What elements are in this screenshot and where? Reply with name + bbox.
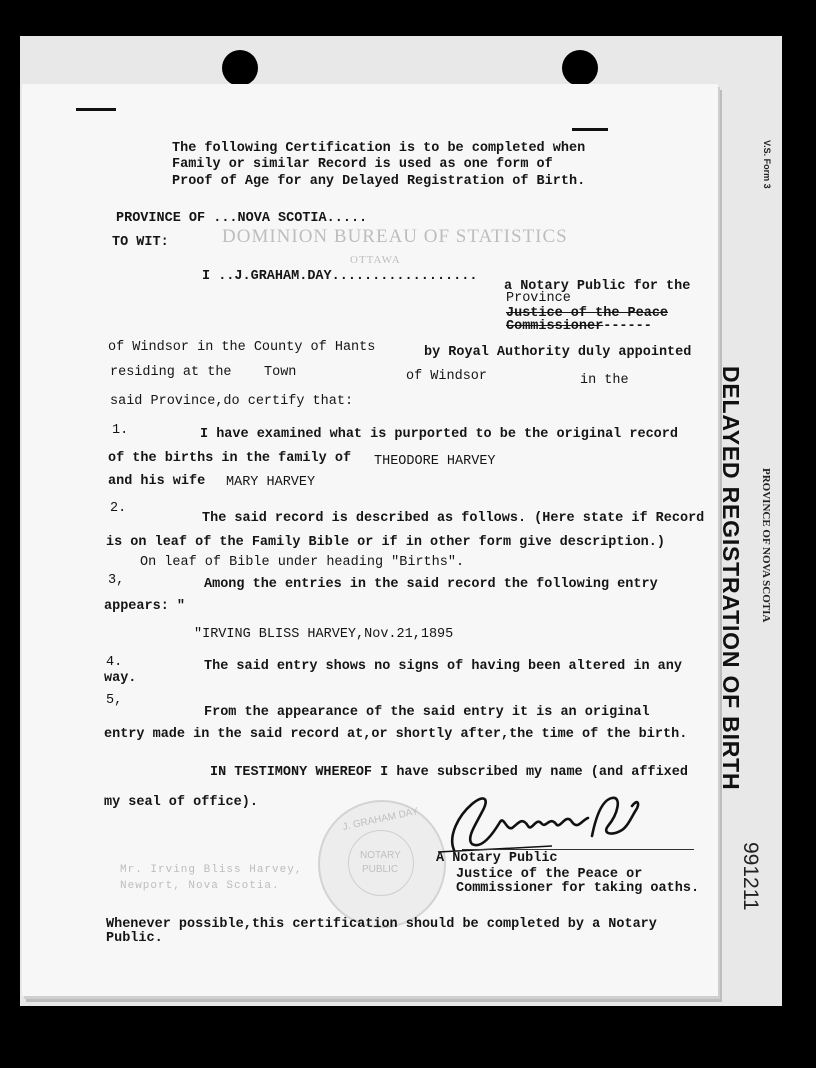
certify-line: said Province,do certify that: xyxy=(110,394,354,409)
residence-place: of Windsor xyxy=(406,369,488,384)
item-5-line-2: entry made in the said record at,or shortly after,the time of the birth. xyxy=(104,727,688,742)
mother-name: MARY HARVEY xyxy=(226,475,316,490)
province-vertical: PROVINCE OF NOVA SCOTIA xyxy=(760,468,772,623)
residence-label: residing at the xyxy=(110,365,232,380)
item-2-line-2: is on leaf of the Family Bible or if in other form give description.) xyxy=(106,535,665,550)
seal-inner-ring xyxy=(348,830,414,896)
binder-hole-left xyxy=(222,50,258,86)
binder-hole-right xyxy=(562,50,598,86)
ghost-address-1: Mr. Irving Bliss Harvey, xyxy=(120,864,303,876)
header-line-1: The following Certification is to be completed when xyxy=(172,141,586,156)
province-line: PROVINCE OF ...NOVA SCOTIA..... xyxy=(116,211,368,226)
notary-signature xyxy=(432,786,664,858)
to-wit: TO WIT: xyxy=(112,235,169,250)
item-4-number: 4. xyxy=(106,655,123,670)
item-3-line-2: appears: " xyxy=(104,599,186,614)
residence-county: of Windsor in the County of Hants xyxy=(108,340,376,355)
item-4-line-2: way. xyxy=(104,671,137,686)
birth-entry: "IRVING BLISS HARVEY,Nov.21,1895 xyxy=(194,627,454,642)
notary-seal-embossed xyxy=(318,800,446,928)
residence-town: Town xyxy=(264,365,297,380)
item-2-number: 2. xyxy=(110,501,127,516)
item-3-line-1: Among the entries in the said record the following entry xyxy=(204,577,658,592)
role-notary-public: a Notary Public for the xyxy=(504,279,691,294)
ghost-address-2: Newport, Nova Scotia. xyxy=(120,880,280,892)
role-commissioner-tail: ------ xyxy=(603,319,652,334)
signatory-line-3: Commissioner for taking oaths. xyxy=(456,881,700,896)
declarant-line: I ..J.GRAHAM.DAY.................. xyxy=(202,269,478,284)
header-line-2: Family or similar Record is used as one form of xyxy=(172,157,553,172)
ghost-bureau-heading: DOMINION BUREAU OF STATISTICS xyxy=(222,226,568,247)
signatory-line-1: A Notary Public xyxy=(436,851,558,866)
punch-mark-right xyxy=(572,128,608,131)
residence-in-the: in the xyxy=(580,373,629,388)
role-province: Province xyxy=(506,291,571,306)
seal-center-text-1: NOTARY xyxy=(360,850,401,861)
seal-center-text-2: PUBLIC xyxy=(362,864,399,875)
delayed-registration-title: DELAYED REGISTRATION OF BIRTH xyxy=(718,366,744,791)
item-3-number: 3, xyxy=(108,573,125,588)
father-name: THEODORE HARVEY xyxy=(374,454,496,469)
testimony-line-1: IN TESTIMONY WHEREOF I have subscribed my name (and affixed xyxy=(210,765,688,780)
footer-line-1: Whenever possible,this certification should be completed by a Notary xyxy=(106,917,657,932)
item-5-line-1: From the appearance of the said entry it is an original xyxy=(204,705,650,720)
residence-authority: by Royal Authority duly appointed xyxy=(424,345,692,360)
item-1-number: 1. xyxy=(112,423,129,438)
item-4-line-1: The said entry shows no signs of having been altered in any xyxy=(204,659,682,674)
punch-mark-left xyxy=(76,108,116,111)
signatory-line-2: Justice of the Peace or xyxy=(456,867,643,882)
seal-ring-text: J. GRAHAM DAY xyxy=(341,806,420,833)
item-5-number: 5, xyxy=(106,693,123,708)
item-1-line-2: of the births in the family of xyxy=(108,451,352,466)
registration-number: 991211 xyxy=(739,842,762,911)
item-1-line-1: I have examined what is purported to be the original record xyxy=(200,427,678,442)
testimony-line-2: my seal of office). xyxy=(104,795,258,810)
ghost-city: OTTAWA xyxy=(350,254,401,266)
header-line-3: Proof of Age for any Delayed Registration of Birth. xyxy=(172,174,586,189)
signature-rule xyxy=(462,849,694,850)
role-justice-struck: Justice of the Peace xyxy=(506,306,669,321)
item-1-line-3: and his wife xyxy=(108,474,206,489)
role-commissioner-line xyxy=(506,320,652,334)
item-2-line-1: The said record is described as follows. (Here state if Record xyxy=(202,511,705,526)
footer-line-2: Public. xyxy=(106,931,163,946)
form-number-vertical: V.S. Form 3 xyxy=(762,140,772,189)
role-commissioner-struck: Commissioner xyxy=(506,319,604,334)
item-2-description: On leaf of Bible under heading "Births". xyxy=(140,555,465,570)
